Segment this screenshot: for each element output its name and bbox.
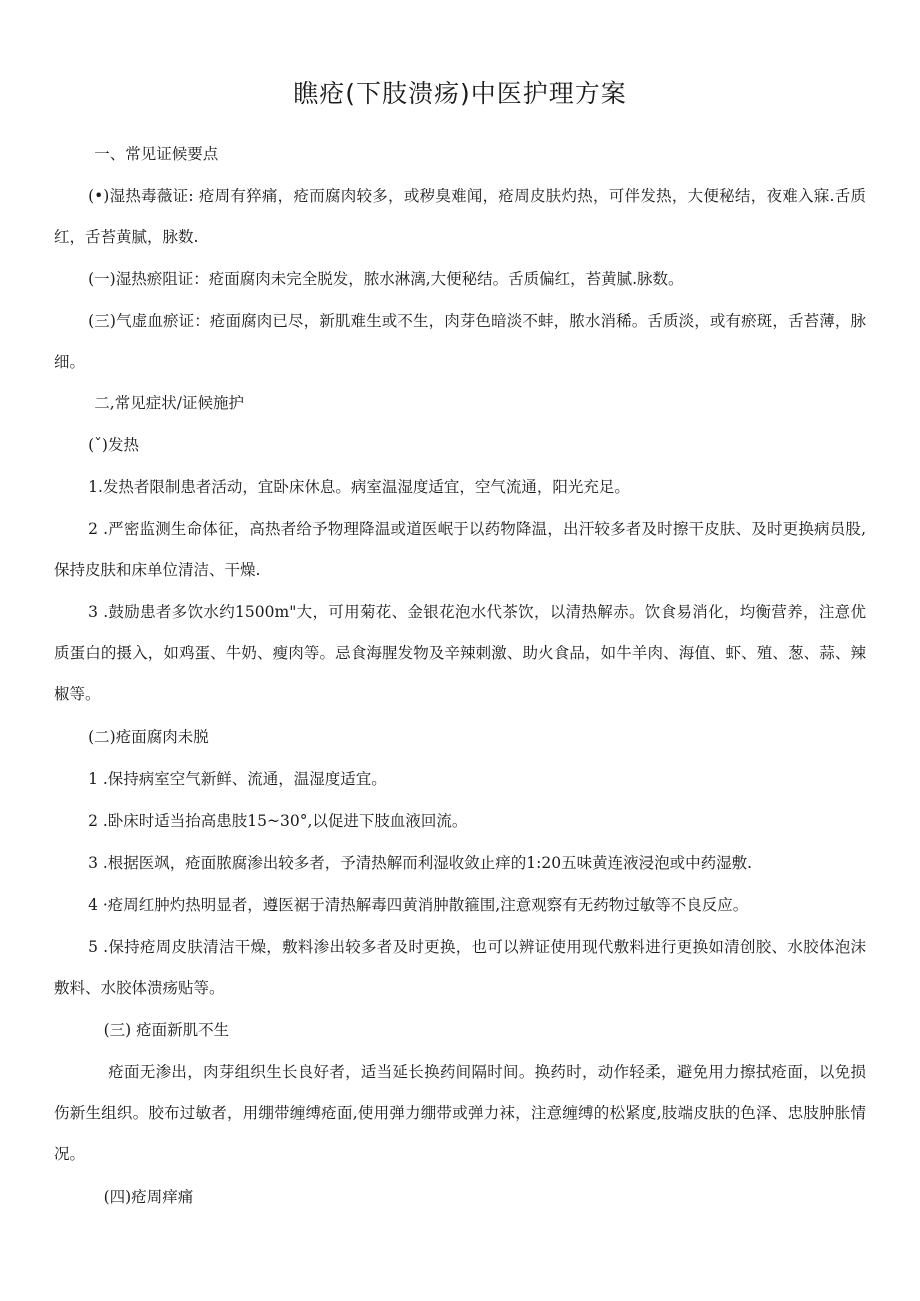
paragraph-syndrome-1: (•)湿热毒薇证: 疮周有猝痛，疮而腐肉较多，或秽臭难闻，疮周皮肤灼热，可伴发热，大便秘结，夜难入寐.舌质红，舌苔黄腻，脉数. [54, 187, 866, 246]
list-item-wound-5: 5 .保持疮周皮肤清洁干燥，敷料渗出较多者及时更换，也可以辨证使用现代敷料进行更换如清创胶、水胶体泡沫敷料、水胶体溃疡贴等。 [54, 938, 866, 997]
list-item-wound-2: 2 .卧床时适当抬高患肢15~30°,以促进下肢血液回流。 [88, 812, 468, 830]
list-item-wound-3: 3 .根据医飒，疮面脓腐渗出较多者，予清热解而利湿收敛止痒的1:20五味黄连液浸泡或中药湿敷. [88, 854, 753, 872]
list-item-wound-4: 4 ·疮周红肿灼热明显者，遵医裾于清热解毒四黄消肿散箍围,注意观察有无药物过敏等不良反应。 [88, 896, 749, 914]
subheading-fever: (ˇ)发热 [88, 436, 139, 454]
paragraph-new-tissue: 疮面无渗出，肉芽组织生长良好者，适当延长换药间隔时间。换药时，动作轻柔，避免用力擦拭疮面，以免损伤新生组织。胶布过敏者，用绷带缠缚疮面,使用弹力绷带或弹力袜，注意缠缚的松紧度,肢端皮肤的色泽、忠肢肿胀情况。 [54, 1063, 866, 1163]
section-heading-2: 二,常见症状/证候施护 [94, 394, 244, 412]
paragraph-syndrome-3: (三)气虚血瘀证：疮面腐肉已尽，新肌难生或不生，肉芽色暗淡不蚌，脓水消稀。舌质淡，或有瘀斑，舌苔薄，脉细。 [54, 312, 866, 371]
list-item-fever-2: 2 .严密监测生命体征，高热者给予物理降温或道医岷于以药物降温，出汗较多者及时擦干皮肤、及时更换病员股,保持皮肤和床单位清洁、干燥. [54, 520, 866, 579]
subheading-itch-pain: (四)疮周痒痛 [103, 1188, 194, 1206]
page-title: 瞧疮(下肢溃疡)中医护理方案 [293, 79, 627, 108]
subheading-new-tissue: (三) 疮面新肌不生 [103, 1021, 230, 1039]
list-item-wound-1: 1 .保持病室空气新鲜、流通，温湿度适宜。 [88, 770, 387, 788]
section-heading-1: 一、常见证候要点 [94, 145, 219, 163]
subheading-wound-necrosis: (二)疮面腐肉未脱 [88, 728, 209, 746]
list-item-fever-1: 1.发热者限制患者活动，宜卧床休息。病室温湿度适宜，空气流通，阳光充足。 [88, 478, 630, 496]
list-item-fever-3: 3 .鼓励患者多饮水约1500m"大，可用菊花、金银花泡水代茶饮，以清热解赤。饮食易消化，均衡营养，注意优质蛋白的摄入，如鸡蛋、牛奶、瘦肉等。忌食海腥发物及辛辣刺激、助火食品，如牛羊肉、海值、虾、殖、葱、蒜、辣椒等。 [54, 603, 866, 703]
paragraph-syndrome-2: (一)湿热瘀阻证：疮面腐肉未完全脱发，脓水淋漓,大便秘结。舌质偏红，苔黄腻.脉数。 [88, 270, 684, 288]
